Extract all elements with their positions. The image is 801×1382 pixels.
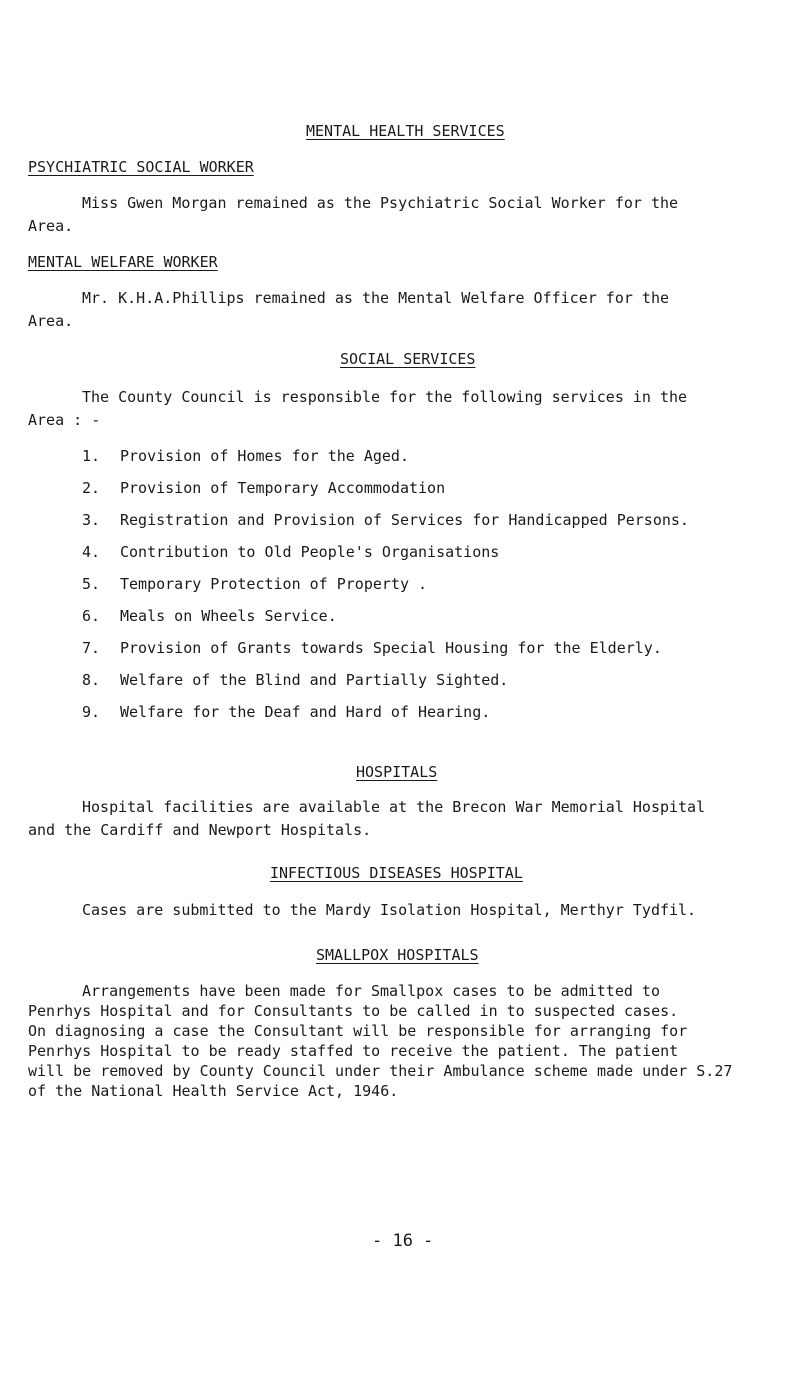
list-item: 3. Registration and Provision of Services for Handicapped Persons. xyxy=(82,511,689,529)
smallpox-line-6: of the National Health Service Act, 1946. xyxy=(28,1082,399,1100)
social-services-list xyxy=(82,440,689,728)
mental-welfare-line-2: Area. xyxy=(28,312,74,330)
list-item: 4. Contribution to Old People's Organisations xyxy=(82,543,500,561)
list-item: 5. Temporary Protection of Property . xyxy=(82,575,428,593)
list-item: 6. Meals on Wheels Service. xyxy=(82,607,337,625)
social-services-line-1: The County Council is responsible for the following services in the xyxy=(82,388,688,406)
psychiatric-heading: PSYCHIATRIC SOCIAL WORKER xyxy=(28,158,254,176)
smallpox-line-3: On diagnosing a case the Consultant will be responsible for arranging for xyxy=(28,1022,688,1040)
list-item: 7. Provision of Grants towards Special Housing for the Elderly. xyxy=(82,639,662,657)
list-item: 9. Welfare for the Deaf and Hard of Hearing. xyxy=(82,703,491,721)
smallpox-heading: SMALLPOX HOSPITALS xyxy=(316,946,479,964)
hospitals-line-1: Hospital facilities are available at the Brecon War Memorial Hospital xyxy=(82,798,706,816)
page-title: MENTAL HEALTH SERVICES xyxy=(306,122,505,140)
smallpox-line-5: will be removed by County Council under their Ambulance scheme made under S.27 xyxy=(28,1062,733,1080)
social-services-line-2: Area : - xyxy=(28,411,101,429)
smallpox-line-2: Penrhys Hospital and for Consultants to be called in to suspected cases. xyxy=(28,1002,679,1020)
hospitals-heading: HOSPITALS xyxy=(356,763,438,781)
mental-welfare-heading: MENTAL WELFARE WORKER xyxy=(28,253,218,271)
smallpox-line-4: Penrhys Hospital to be ready staffed to receive the patient. The patient xyxy=(28,1042,679,1060)
list-item: 8. Welfare of the Blind and Partially Sighted. xyxy=(82,671,509,689)
list-item: 1. Provision of Homes for the Aged. xyxy=(82,447,409,465)
infectious-line-1: Cases are submitted to the Mardy Isolation Hospital, Merthyr Tydfil. xyxy=(82,901,697,919)
hospitals-line-2: and the Cardiff and Newport Hospitals. xyxy=(28,821,372,839)
social-services-heading: SOCIAL SERVICES xyxy=(340,350,476,368)
psychiatric-line-2: Area. xyxy=(28,217,74,235)
infectious-heading: INFECTIOUS DISEASES HOSPITAL xyxy=(270,864,523,882)
smallpox-line-1: Arrangements have been made for Smallpox cases to be admitted to xyxy=(82,982,660,1000)
mental-welfare-line-1: Mr. K.H.A.Phillips remained as the Mental Welfare Officer for the xyxy=(82,289,669,307)
list-item: 2. Provision of Temporary Accommodation xyxy=(82,479,446,497)
page-number: - 16 - xyxy=(372,1231,434,1251)
psychiatric-line-1: Miss Gwen Morgan remained as the Psychiatric Social Worker for the xyxy=(82,194,679,212)
